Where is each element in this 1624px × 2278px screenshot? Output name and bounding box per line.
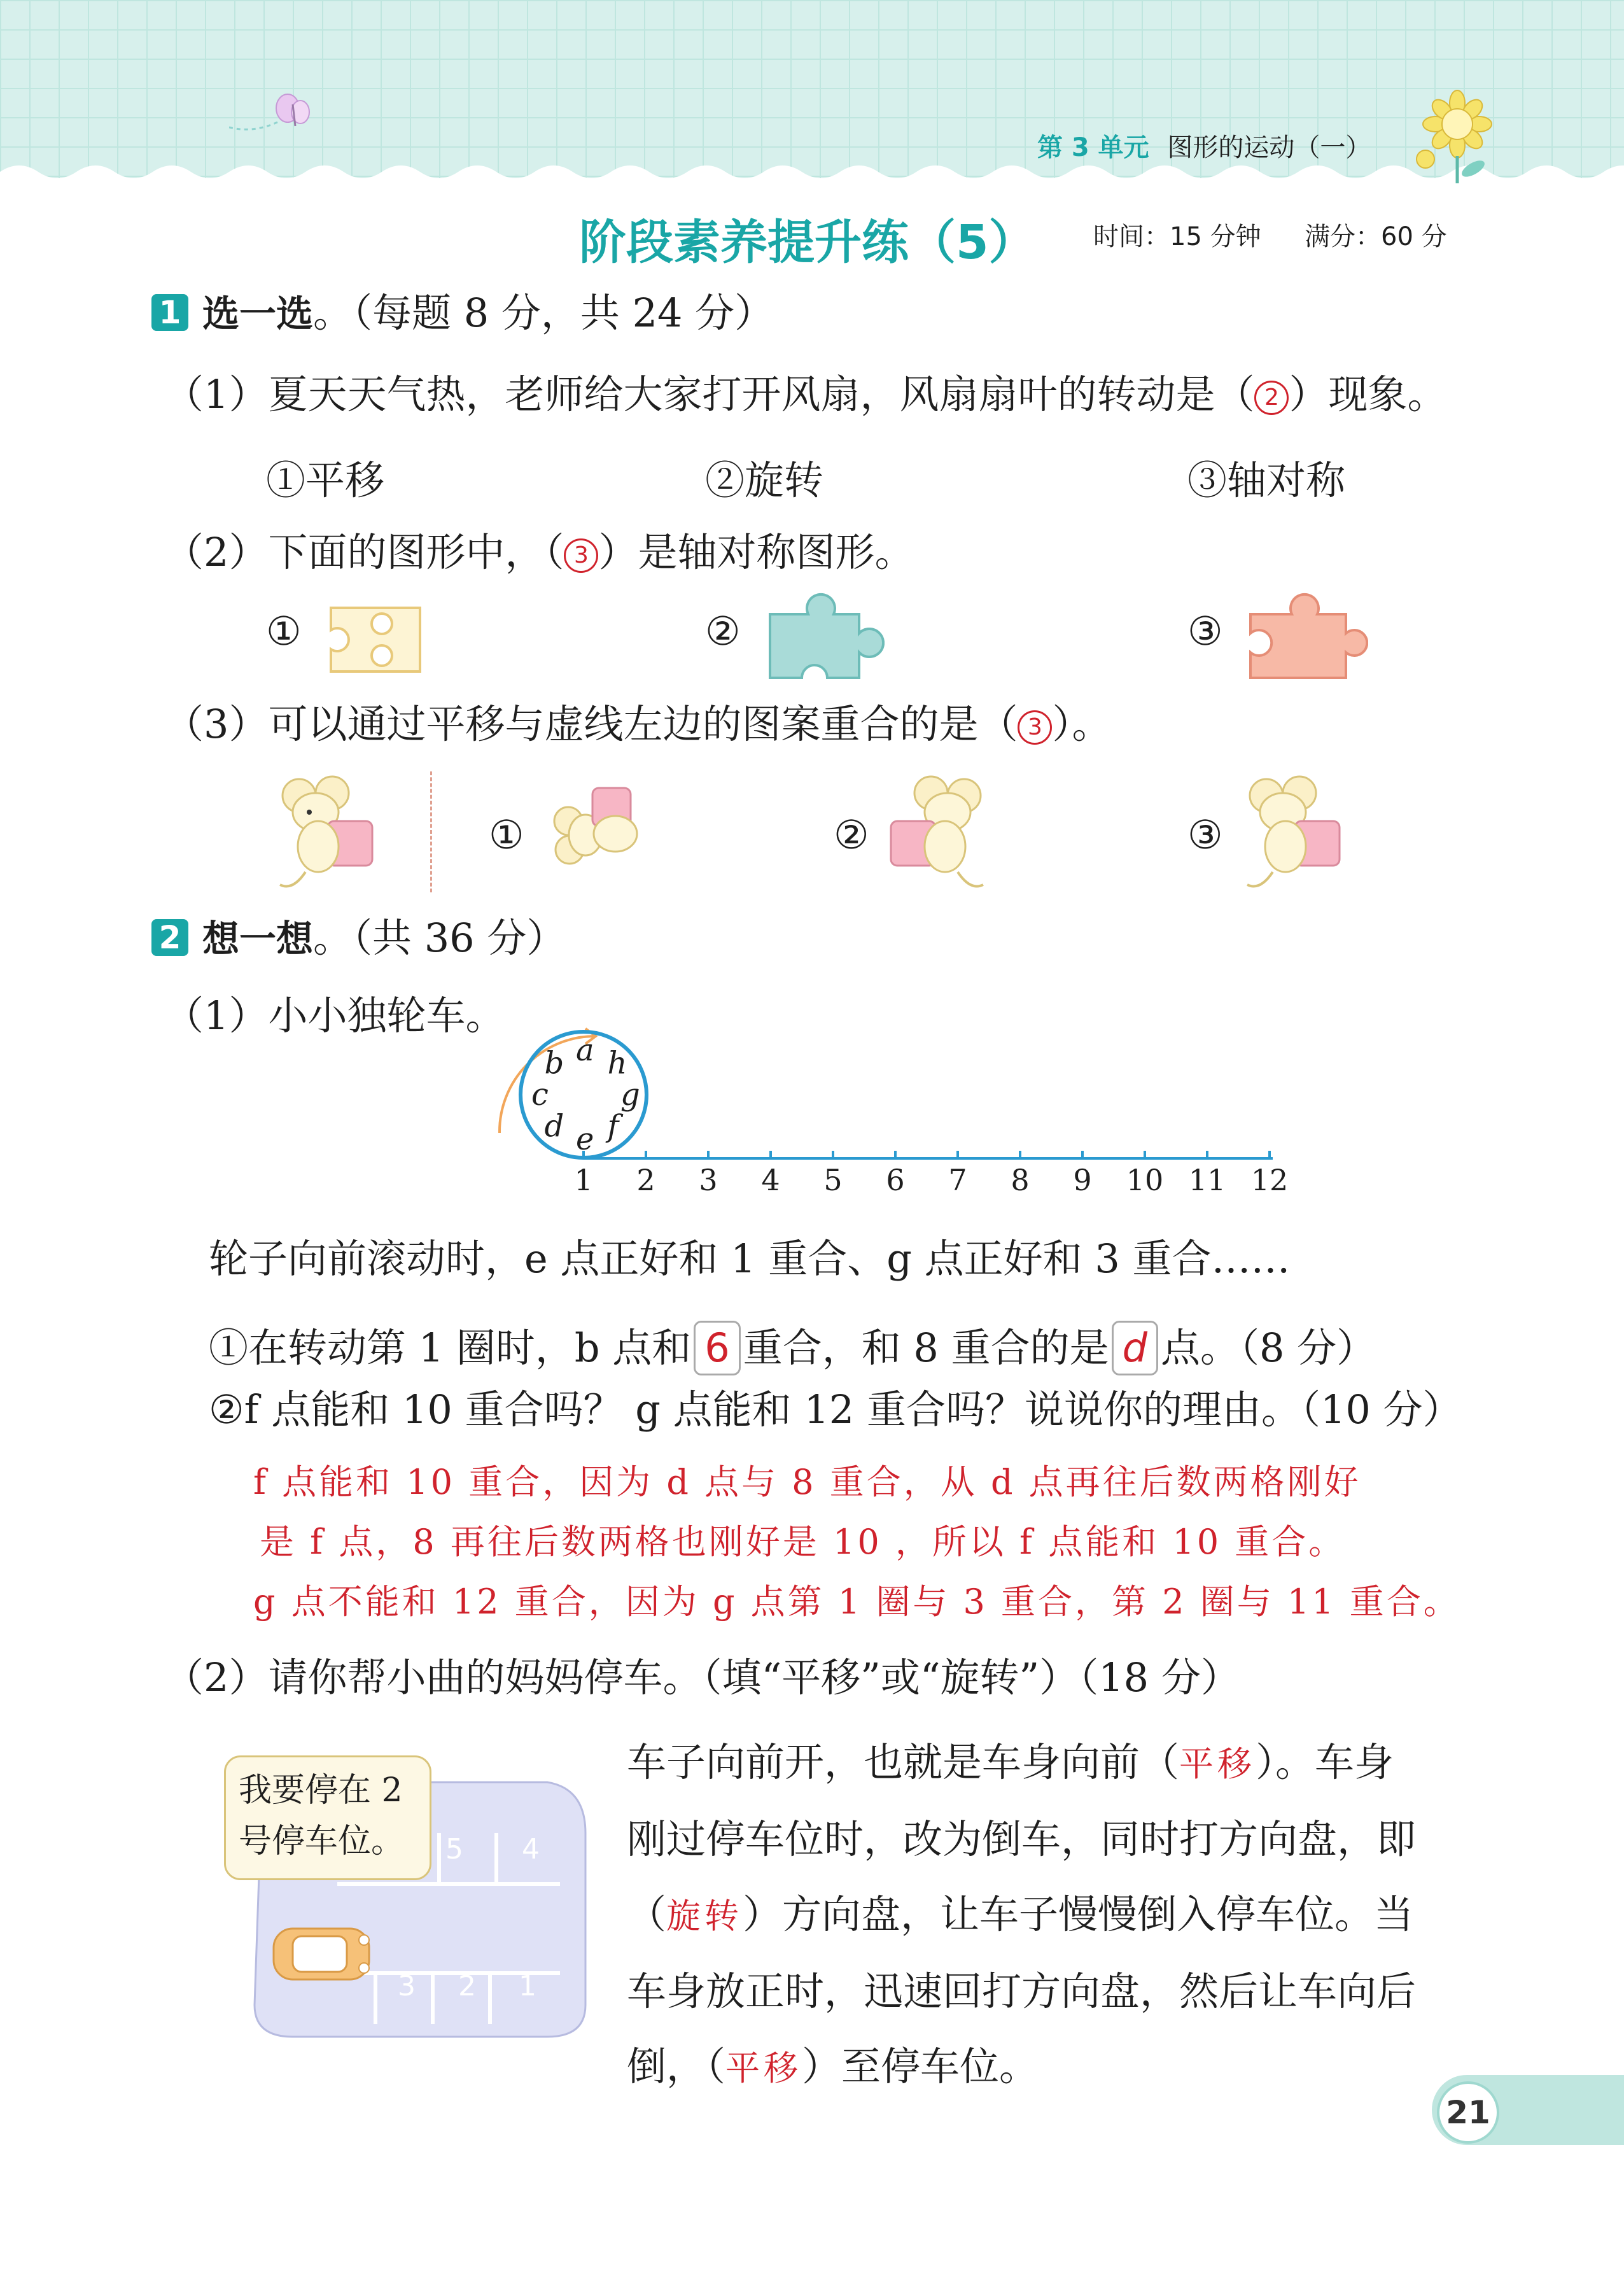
parking-space-3: 3 (398, 1970, 416, 2002)
mouse-option-3 (1241, 770, 1349, 897)
wheel-letter-g: g (620, 1077, 640, 1113)
parking-space-4: 4 (522, 1833, 540, 1866)
question-1-2 (164, 527, 914, 578)
wheel-letter-h: h (607, 1045, 627, 1081)
para-5-a: 倒，（ (627, 2043, 726, 2090)
wheel-letter-f: f (607, 1108, 619, 1144)
para-line-3 (627, 1877, 1518, 1954)
question-1-2-tail: ）是轴对称图形。 (598, 529, 914, 575)
mouse-label-3: ③ (1187, 812, 1223, 858)
ruler-label-4: 4 (761, 1163, 780, 1197)
option-3: ③轴对称 (1187, 457, 1346, 503)
section1-heading (202, 288, 774, 339)
puzzle-piece-3 (1241, 589, 1368, 684)
header-wave-edge (0, 159, 1624, 197)
dashed-divider (430, 771, 432, 892)
bubble-line-2: 号停车位。 (239, 1822, 405, 1860)
para-1-a: 车子向前开，也就是车身向前（ (627, 1739, 1180, 1785)
mouse-label-2: ② (834, 812, 869, 858)
ruler-label-3: 3 (699, 1163, 718, 1197)
para-2-a: 刚过停车位时，改为倒车，同时打方向盘，即 (627, 1816, 1417, 1862)
mouse-reference (274, 770, 382, 897)
para-line-5 (627, 2029, 1518, 2106)
sub1-text-b: 重合，和 8 重合的是 (743, 1325, 1109, 1371)
ruler-label-10: 10 (1126, 1163, 1164, 1197)
para-5-answer: 平移 (725, 2048, 802, 2088)
subquestion-2-1-2: ②f 点能和 10 重合吗？ g 点能和 12 重合吗？说说你的理由。（10 分） (209, 1386, 1462, 1433)
wheel-letter-d: d (544, 1108, 564, 1144)
section2-title: 想一想 (202, 917, 314, 960)
question-1-3-tail: ）。 (1052, 701, 1112, 747)
unit-label: 第 3 单元 (1037, 133, 1149, 162)
wheel-description: 轮子向前滚动时，e 点正好和 1 重合、g 点正好和 3 重合…… (209, 1235, 1291, 1282)
score-info: 满分：60 分 (1305, 222, 1447, 251)
wheel-letter-e: e (576, 1121, 594, 1157)
section1-note: 。（每题 8 分，共 24 分） (313, 290, 774, 336)
para-4-a: 车身放正时，迅速回打方向盘，然后让车向后 (627, 1968, 1417, 2014)
question-1-1 (164, 369, 1446, 420)
wheel-letter-a: a (576, 1032, 594, 1068)
section1-title: 选一选 (202, 292, 314, 335)
para-3-a: （ (627, 1891, 667, 1937)
section2-note: 。（共 36 分） (313, 915, 566, 961)
answer-line-3: g 点不能和 12 重合，因为 g 点第 1 圈与 3 重合，第 2 圈与 11 重合。 (253, 1582, 1460, 1622)
option-1: ①平移 (266, 457, 385, 503)
time-info: 时间：15 分钟 (1093, 222, 1261, 251)
para-1-answer: 平移 (1179, 1744, 1256, 1784)
option-2: ②旋转 (705, 457, 824, 503)
question-1-2-text: （2）下面的图形中，（ (164, 529, 564, 575)
question-1-2-answer: 3 (564, 538, 598, 573)
puzzle-label-3: ③ (1187, 608, 1223, 654)
mouse-option-1 (538, 783, 665, 885)
question-1-1-text: （1）夏天天气热，老师给大家打开风扇，风扇扇叶的转动是（ (164, 371, 1255, 418)
subquestion-2-1-1 (209, 1321, 1376, 1375)
ruler-label-8: 8 (1011, 1163, 1030, 1197)
para-3-answer: 旋转 (666, 1896, 743, 1936)
parking-paragraph (627, 1725, 1518, 2106)
butterfly-icon (229, 89, 312, 140)
mouse-label-1: ① (489, 812, 524, 858)
parking-space-1: 1 (519, 1970, 536, 2002)
sub1-answer-2: d (1112, 1321, 1158, 1375)
ruler-label-6: 6 (886, 1163, 905, 1197)
puzzle-label-2: ② (705, 608, 741, 654)
para-1-b: ）。车身 (1256, 1739, 1394, 1785)
parking-space-5: 5 (445, 1833, 463, 1866)
question-1-3-answer: 3 (1018, 710, 1052, 745)
para-3-b: ）方向盘，让车子慢慢倒入停车位。当 (743, 1891, 1414, 1937)
para-line-1 (627, 1725, 1518, 1802)
unicycle-wheel-diagram (471, 987, 1298, 1228)
page-number: 21 (1437, 2081, 1499, 2144)
unit-header (1037, 127, 1371, 164)
wheel-letter-b: b (544, 1045, 564, 1081)
speech-bubble (224, 1755, 431, 1880)
wheel-letter-c: c (531, 1077, 549, 1113)
ruler-label-5: 5 (823, 1163, 843, 1197)
ruler-label-2: 2 (636, 1163, 655, 1197)
unit-title: 图形的运动（一） (1167, 133, 1371, 162)
sub1-text-a: ①在转动第 1 圈时，b 点和 (209, 1325, 692, 1371)
sub1-text-c: 点。（8 分） (1160, 1325, 1376, 1371)
answer-line-1: f 点能和 10 重合，因为 d 点与 8 重合，从 d 点再往后数两格刚好 (253, 1462, 1361, 1502)
parking-space-2: 2 (458, 1970, 476, 2002)
question-2-1: （1）小小独轮车。 (164, 992, 505, 1039)
puzzle-label-1: ① (266, 608, 302, 654)
question-1-1-tail: ）现象。 (1289, 371, 1447, 418)
para-line-2 (627, 1802, 1518, 1877)
answer-line-2: 是 f 点，8 再往后数两格也刚好是 10 ，所以 f 点能和 10 重合。 (260, 1522, 1346, 1562)
section1-badge: 1 (151, 294, 188, 331)
mouse-option-2 (881, 770, 990, 897)
puzzle-piece-2 (757, 589, 885, 684)
puzzle-piece-1 (318, 601, 426, 678)
section2-badge: 2 (151, 919, 188, 956)
ruler-label-7: 7 (948, 1163, 967, 1197)
para-line-4 (627, 1954, 1518, 2029)
page-title: 阶段素养提升练（5） (579, 215, 1036, 270)
ruler-label-9: 9 (1073, 1163, 1092, 1197)
ruler-label-1: 1 (574, 1163, 593, 1197)
question-1-1-answer: 2 (1254, 381, 1289, 415)
question-1-3 (164, 699, 1111, 750)
bubble-line-1: 我要停在 2 (239, 1771, 403, 1810)
para-5-b: ）至停车位。 (802, 2043, 1039, 2090)
question-2-2: （2）请你帮小曲的妈妈停车。（填“平移”或“旋转”）（18 分） (164, 1654, 1240, 1701)
ruler-label-11: 11 (1188, 1163, 1226, 1197)
question-1-3-text: （3）可以通过平移与虚线左边的图案重合的是（ (164, 701, 1018, 747)
sunflower-icon (1413, 89, 1502, 185)
sub1-answer-1: 6 (694, 1321, 740, 1375)
ruler-label-12: 12 (1250, 1163, 1289, 1197)
section2-heading (202, 913, 566, 964)
